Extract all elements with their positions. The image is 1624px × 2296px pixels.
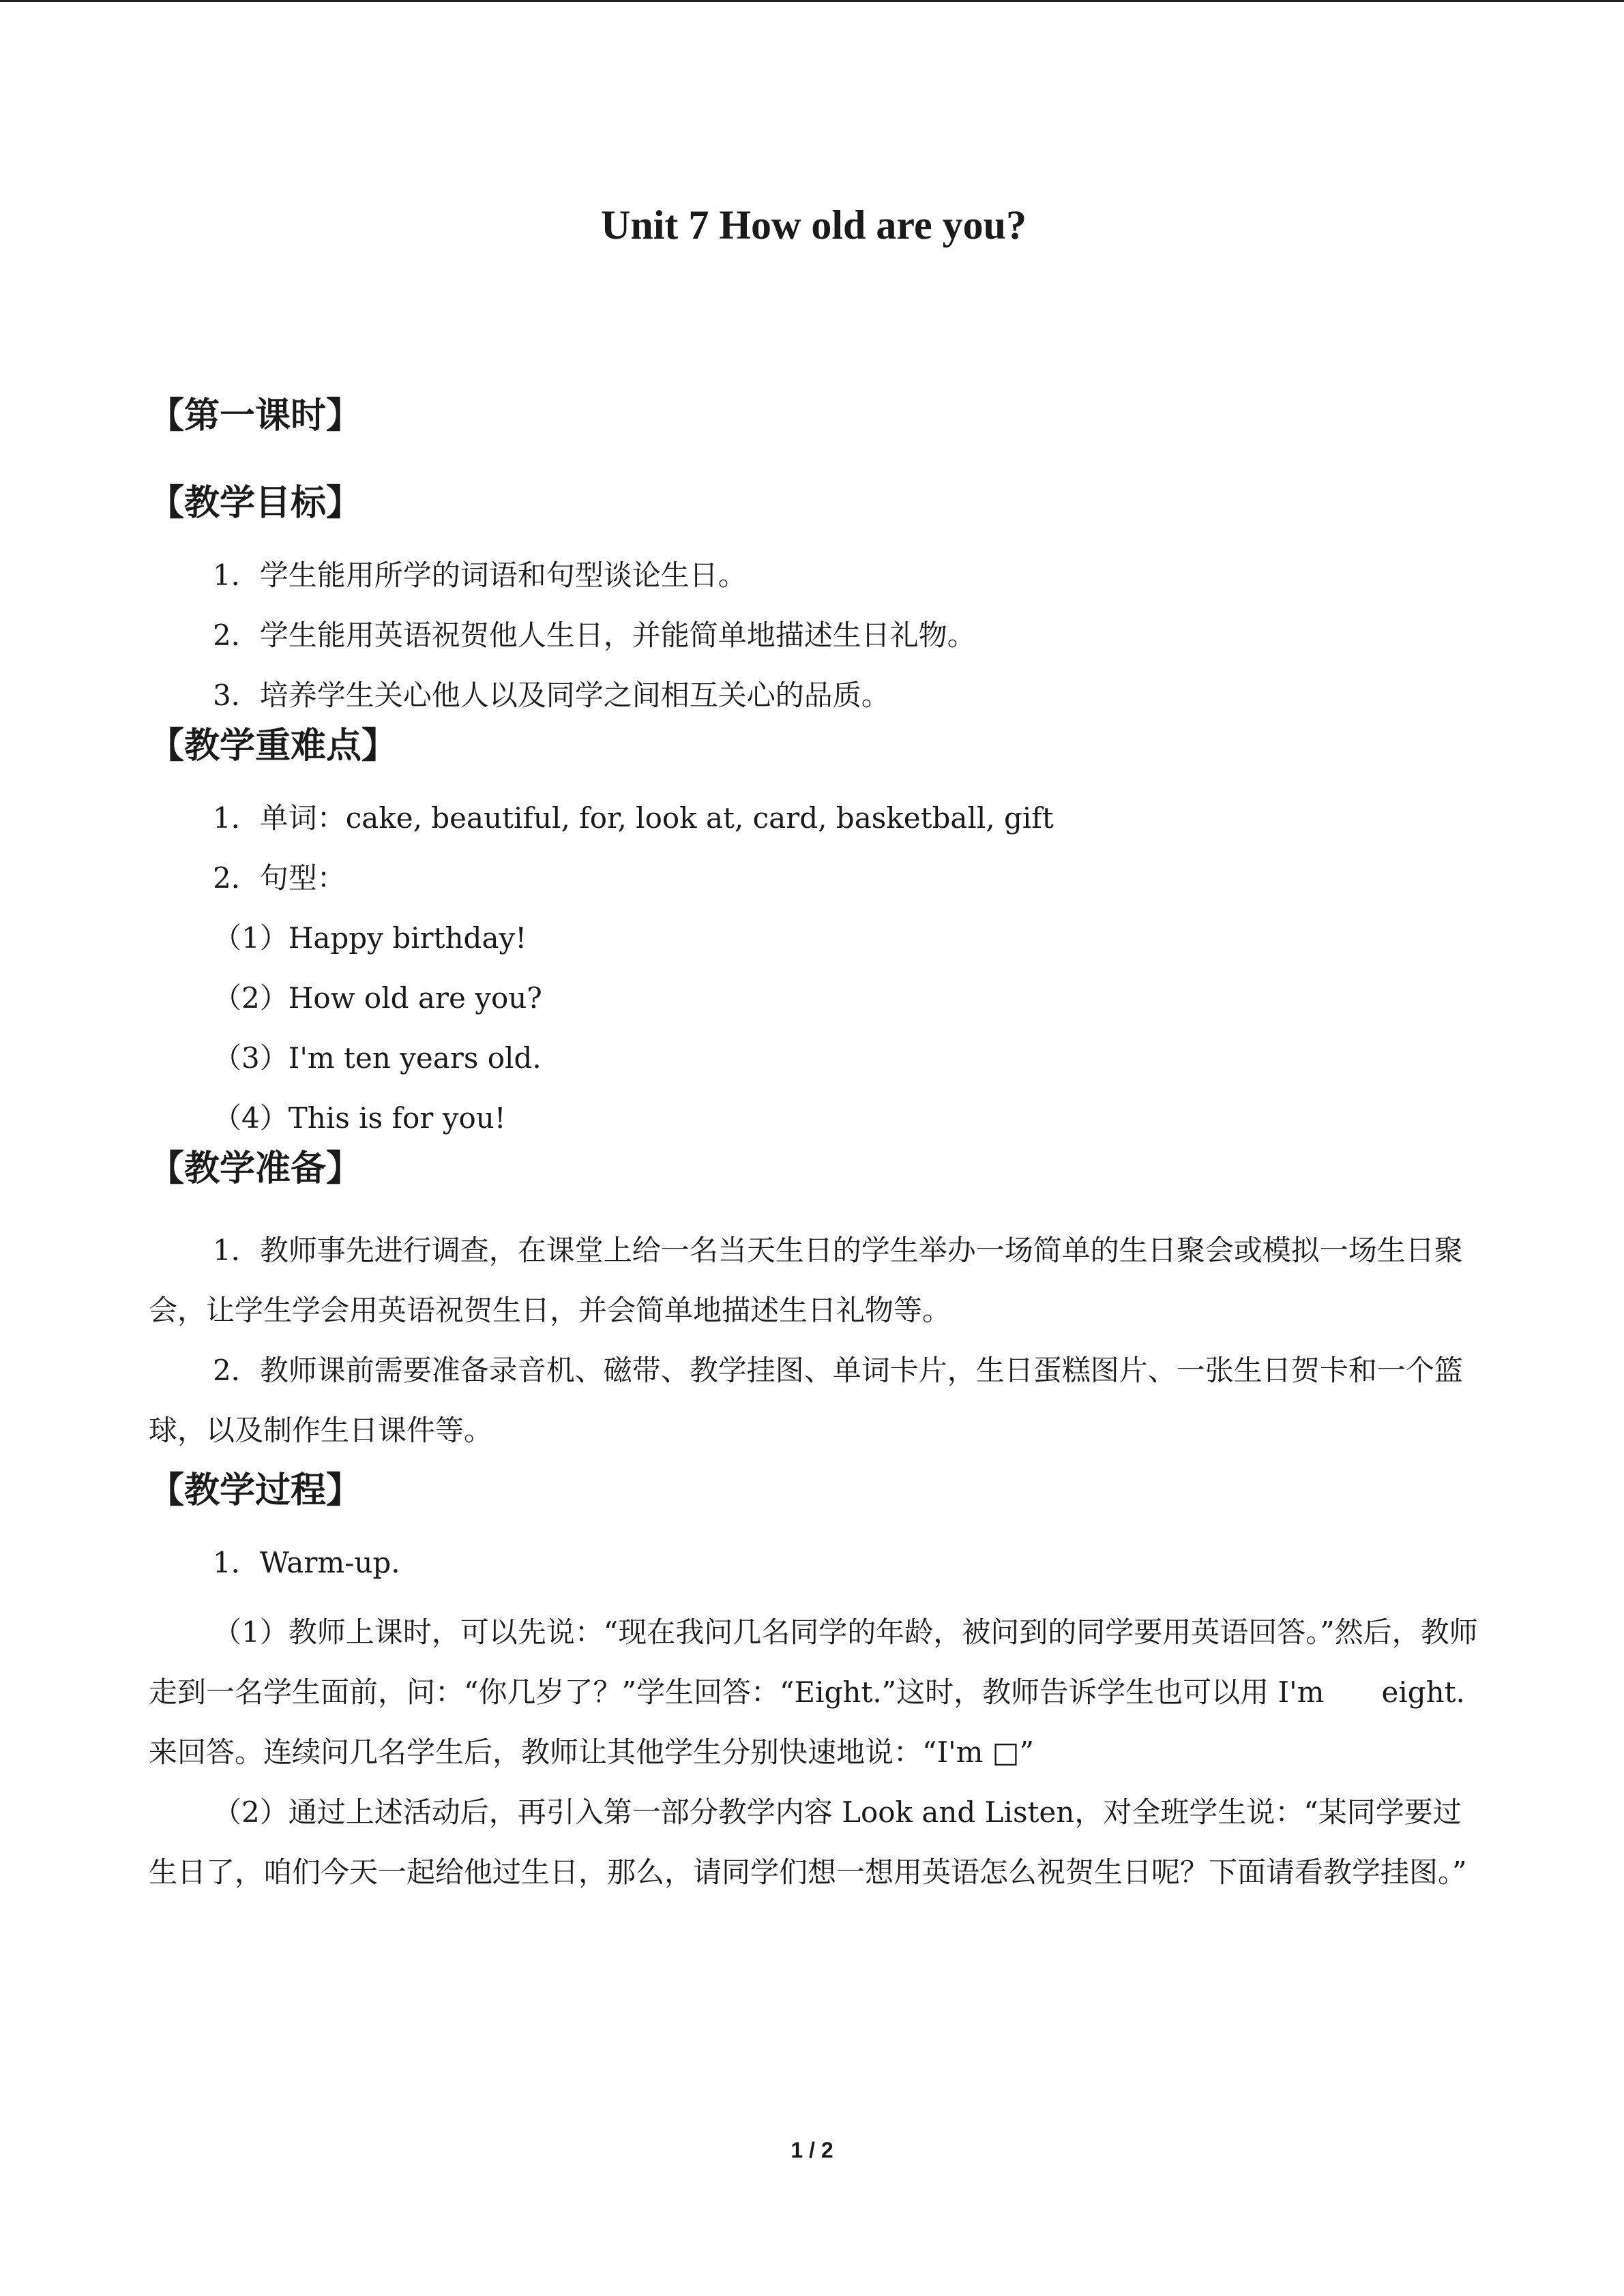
pattern-item: （1）Happy birthday! <box>213 921 527 955</box>
preparation-paragraph: 2．教师课前需要准备录音机、磁带、教学挂图、单词卡片，生日蛋糕图片、一张生日贺卡和一个篮球，以及制作生日课件等。 <box>149 1354 1463 1447</box>
keypoints-heading: 【教学重难点】 <box>149 726 398 766</box>
objective-item: 3．培养学生关心他人以及同学之间相互关心的品质。 <box>213 679 890 712</box>
pattern-item: （4）This is for you! <box>213 1101 506 1135</box>
pattern-item: （2）How old are you? <box>213 981 542 1015</box>
process-paragraph: （1）教师上课时，可以先说：“现在我问几名同学的年龄，被问到的同学要用英语回答。”然后，教师走到一名学生面前，问：“你几岁了？”学生回答：“Eight.”这时，教师告诉学生也可以用 I'm eight.来回答。连续问几名学生后，教师让其他学生分别快速地说：“I'm □” <box>149 1615 1478 1769</box>
lesson-heading: 【第一课时】 <box>149 396 362 436</box>
process-step: 1．Warm-up. <box>213 1546 400 1579</box>
objective-item: 1．学生能用所学的词语和句型谈论生日。 <box>213 558 747 592</box>
document-title: Unit 7 How old are you? <box>601 203 1027 248</box>
document-page <box>149 205 1479 1903</box>
page-number: 1 / 2 <box>791 2138 833 2162</box>
process-heading: 【教学过程】 <box>149 1470 362 1511</box>
page-top-border <box>0 0 1624 2</box>
objectives-heading: 【教学目标】 <box>149 483 362 524</box>
pattern-item: （3）I'm ten years old. <box>213 1041 542 1075</box>
process-paragraph: （2）通过上述活动后，再引入第一部分教学内容 Look and Listen，对全班学生说：“某同学要过生日了，咱们今天一起给他过生日，那么，请同学们想一想用英语怎么祝贺生日呢？下面请看教学挂图。” <box>149 1795 1467 1889</box>
preparation-paragraph: 1．教师事先进行调查，在课堂上给一名当天生日的学生举办一场简单的生日聚会或模拟一场生日聚会，让学生学会用英语祝贺生日，并会简单地描述生日礼物等。 <box>149 1234 1463 1327</box>
keypoints-patterns-label: 2．句型： <box>213 861 346 895</box>
keypoints-words: 1．单词：cake, beautiful, for, look at, card, basketball, gift <box>213 801 1054 835</box>
objective-item: 2．学生能用英语祝贺他人生日，并能简单地描述生日礼物。 <box>213 618 976 652</box>
preparation-heading: 【教学准备】 <box>149 1148 362 1189</box>
